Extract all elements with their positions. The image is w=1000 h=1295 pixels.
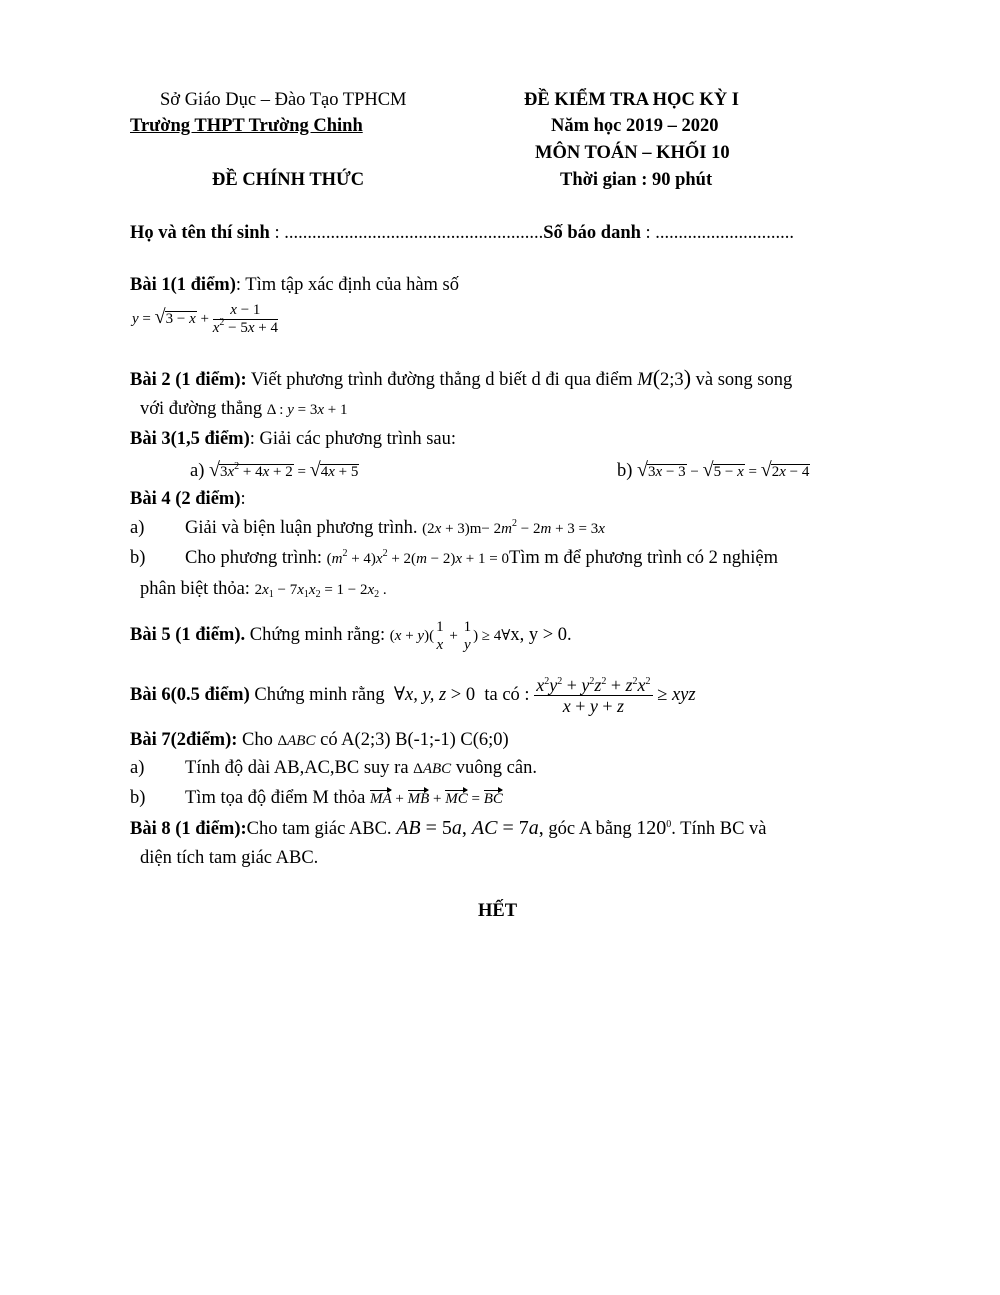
problem-8-label: Bài 8 (1 điểm): [130,819,247,839]
problem-6-mid: ta có : [484,685,530,705]
problem-7a: Tính độ dài AB,AC,BC suy ra ΔABC vuông cân. [185,758,537,778]
subject: MÔN TOÁN – KHỐI 10 [535,143,730,163]
problem-7b: Tìm tọa độ điểm M thỏa MA + MB + MC = BC [185,788,503,808]
problem-6-label: Bài 6(0.5 điểm) [130,685,250,705]
problem-2-line2-text: với đường thẳng [140,399,267,419]
id-label: Số báo danh [543,223,641,243]
problem-4b-line2: phân biệt thỏa: $2x_1 - 7x_1x_2 = 1 - 2x_2$ . [140,579,387,600]
problem-7b-mark: b) [130,788,146,808]
problem-2-text: Viết phương trình đường thẳng d biết d đi qua điểm [246,370,638,390]
problem-4b-mark: b) [130,548,146,568]
problem-4 [130,490,246,509]
candidate-line [130,224,794,243]
problem-2-line2: với đường thẳng Δ : y = 3x + 1 [140,399,348,419]
problem-8-tail: . Tính BC và [671,819,767,839]
problem-7-label: Bài 7(2điểm): [130,730,238,750]
problem-3a: a) $√3x^2 + 4x + 2 = √4x + 5$ [190,459,359,481]
problem-3-label: Bài 3(1,5 điểm) [130,429,250,449]
problem-8-angle: góc A bằng [548,819,632,839]
problem-1-text: : Tìm tập xác định của hàm số [235,275,460,295]
problem-3b: b) √3x − 3 − √5 − x = √2x − 4 [617,459,810,481]
problem-4a: Giải và biện luận phương trình. $(2x + 3)m- 2m^2 - 2m + 3 = 3x$ [185,518,605,538]
problem-7a-text: Tính độ dài AB,AC,BC suy ra [185,758,409,778]
school-name: Trường THPT Trường Chinh [130,116,363,136]
problem-7b-text: Tìm tọa độ điểm M thỏa [185,788,366,808]
problem-3a-mark: a) [190,461,205,481]
problem-7a-mark: a) [130,758,145,778]
problem-3 [130,430,456,449]
problem-6: Bài 6(0.5 điểm) Chứng minh rằng ∀x, y, z > 0 ta có : $\frac{x^2y^2 + y^2z^2 + z^2x^2}{x + y + z}$ ≥ xyz [130,674,696,717]
problem-4a-text: Giải và biện luận phương trình. [185,518,418,538]
problem-5-text: Chứng minh rằng: [245,625,386,645]
problem-4b-line2-text: phân biệt thỏa: [140,579,250,599]
problem-3-text: : Giải các phương trình sau: [249,429,457,449]
problem-1-formula: y = √3 − x + $\frac{x - 1}{x^2 - 5x + 4}$ [132,302,279,337]
problem-3b-mark: b) [617,461,633,481]
school-year: Năm học 2019 – 2020 [551,116,719,136]
problem-5-tail: x, y > 0. [510,625,572,645]
name-label: Họ và tên thí sinh [130,223,270,243]
problem-1-label: Bài 1(1 điểm) [130,275,236,295]
exam-title: ĐỀ KIỂM TRA HỌC KỲ I [524,90,740,110]
point-m: M [637,370,653,390]
problem-8: Bài 8 (1 điểm):Cho tam giác ABC. AB = 5a, AC = 7a, góc A bằng $120^0$. Tính BC và [130,817,767,839]
department-name: Sở Giáo Dục – Đào Tạo TPHCM [160,90,407,110]
problem-7a-tail: vuông cân. [455,758,537,778]
problem-4b-text2: Tìm m để phương trình có 2 nghiệm [508,548,778,568]
problem-4a-mark: a) [130,518,145,538]
end-mark: HẾT [478,901,518,921]
name-dots: : ........................................................ [269,223,544,243]
problem-7: Bài 7(2điểm): Cho ΔABC có A(2;3) B(-1;-1) C(6;0) [130,730,509,750]
problem-5-label: Bài 5 (1 điểm). [130,625,246,645]
problem-2-label: Bài 2 (1 điểm): [130,370,247,390]
problem-2: Bài 2 (1 điểm): Viết phương trình đường thẳng d biết d đi qua điểm M(2;3) và song song [130,365,793,390]
problem-8-line2: diện tích tam giác ABC. [140,848,319,868]
duration: Thời gian : 90 phút [560,170,713,190]
problem-5: Bài 5 (1 điểm). Chứng minh rằng: (x + y)( 1 x + 1 y ) ≥ 4∀x, y > 0. [130,619,572,653]
problem-7-coords: có A(2;3) B(-1;-1) C(6;0) [320,730,509,750]
problem-2-text2: và song song [691,370,793,390]
problem-4b-text: Cho phương trình: [185,548,322,568]
problem-7-text: Cho [237,730,273,750]
id-dots: : .............................. [640,223,795,243]
problem-6-text: Chứng minh rằng [249,685,385,705]
problem-1 [130,276,459,295]
problem-8-text: Cho tam giác ABC. [246,819,392,839]
problem-4-text: : [240,489,246,509]
problem-4b: Cho phương trình: $(m^2 + 4)x^2 + 2(m - 2)x + 1$ = 0Tìm m để phương trình có 2 nghiệm [185,548,778,568]
problem-4-label: Bài 4 (2 điểm) [130,489,241,509]
official-label: ĐỀ CHÍNH THỨC [212,170,365,190]
